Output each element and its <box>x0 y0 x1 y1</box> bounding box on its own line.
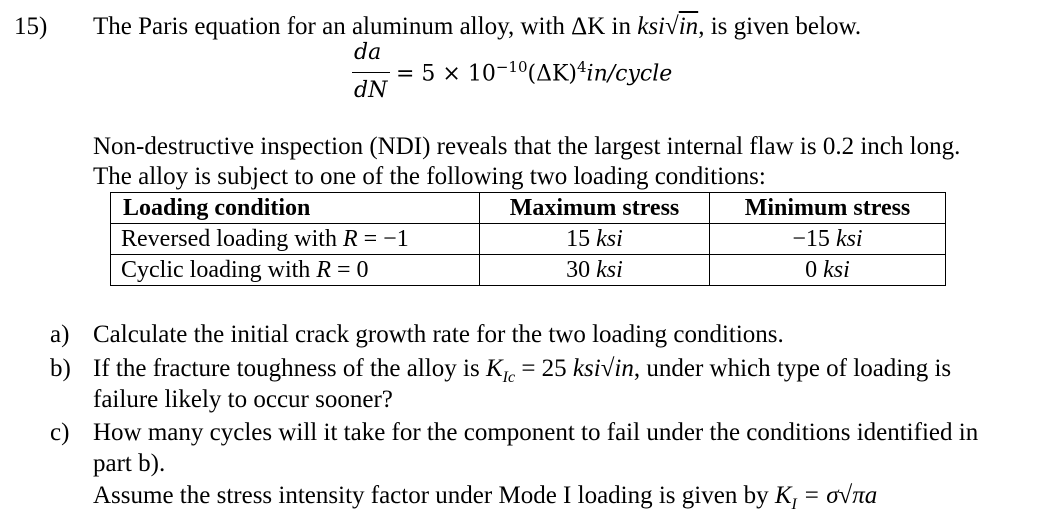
assumption-sub: I <box>791 496 797 513</box>
condition-text: Reversed loading with <box>121 226 343 252</box>
paragraph-line-2: The alloy is subject to one of the following two loading conditions: <box>93 163 766 190</box>
question-a <box>50 322 784 347</box>
max-value: 15 <box>566 226 597 252</box>
condition-text: Cyclic loading with <box>121 257 317 283</box>
question-c-text-1: How many cycles will it take for the component to fail under the conditions identified in <box>93 419 979 446</box>
question-b-label: b) <box>50 355 71 382</box>
table-header-row <box>111 193 946 224</box>
header-minimum-stress: Minimum stress <box>710 193 946 224</box>
cell-max-stress <box>480 224 710 255</box>
question-b-text-1: If the fracture toughness of the alloy is <box>93 355 486 382</box>
question-c-label: c) <box>50 419 70 446</box>
intro-line <box>93 14 861 39</box>
header-maximum-stress: Maximum stress <box>480 193 710 224</box>
question-a-text: Calculate the initial crack growth rate for the two loading conditions. <box>93 321 784 348</box>
intro-unit-root: √ <box>665 13 679 40</box>
min-value: 0 <box>805 257 824 283</box>
table-row <box>111 224 946 255</box>
problem-number: 15) <box>14 13 48 40</box>
table-row <box>111 255 946 286</box>
intro-unit-in: in <box>678 13 699 40</box>
min-value: −15 <box>792 226 836 252</box>
min-unit: ksi <box>835 226 863 252</box>
fraction-denominator: dN <box>354 78 388 103</box>
max-unit: ksi <box>596 226 623 252</box>
fraction-bar <box>352 72 390 73</box>
rhs-units: in/cycle <box>586 61 673 87</box>
question-b <box>50 356 951 386</box>
assumption-eq: = σ√πa <box>796 482 878 509</box>
condition-var: R <box>342 226 358 252</box>
paris-rhs <box>396 60 672 85</box>
assumption-text: Assume the stress intensity factor under Mode I loading is given by <box>93 482 775 509</box>
assumption-k: K <box>774 482 792 509</box>
cell-condition <box>111 255 480 286</box>
rhs-power: 4 <box>577 58 587 76</box>
cell-condition <box>111 224 480 255</box>
cell-max-stress <box>480 255 710 286</box>
condition-val: = 0 <box>330 257 369 283</box>
intro-tail: , is given below. <box>698 13 862 40</box>
intro-text: The Paris equation for an aluminum alloy, with ΔK in <box>93 13 638 40</box>
condition-var: R <box>316 257 331 283</box>
loading-table <box>110 192 946 286</box>
rhs-delta-k: (ΔK) <box>527 61 577 87</box>
question-c-line-2: part b). <box>93 450 166 477</box>
assumption-line <box>93 483 877 513</box>
max-value: 30 <box>566 257 597 283</box>
fraction-numerator: da <box>354 40 382 65</box>
question-c <box>50 420 978 445</box>
min-unit: ksi <box>823 257 850 283</box>
max-unit: ksi <box>596 257 623 283</box>
intro-unit-ksi: ksi <box>637 13 665 40</box>
cell-min-stress <box>710 255 946 286</box>
question-b-line-2: failure likely to occur sooner? <box>93 386 393 413</box>
cell-min-stress <box>710 224 946 255</box>
question-b-val: = 25 <box>515 355 573 382</box>
question-a-label: a) <box>50 321 70 348</box>
rhs-coefficient: = 5 × 10 <box>396 61 496 87</box>
condition-val: = −1 <box>357 226 409 252</box>
question-b-unit: ksi√in <box>572 355 634 382</box>
question-b-sub: Ic <box>502 369 516 386</box>
question-b-k: K <box>485 355 503 382</box>
paragraph-line-1: Non-destructive inspection (NDI) reveals that the largest internal flaw is 0.2 inch long. <box>93 133 961 160</box>
rhs-exponent: −10 <box>495 58 528 76</box>
header-loading-condition: Loading condition <box>111 193 480 224</box>
question-b-text-2: , under which type of loading is <box>633 355 952 382</box>
